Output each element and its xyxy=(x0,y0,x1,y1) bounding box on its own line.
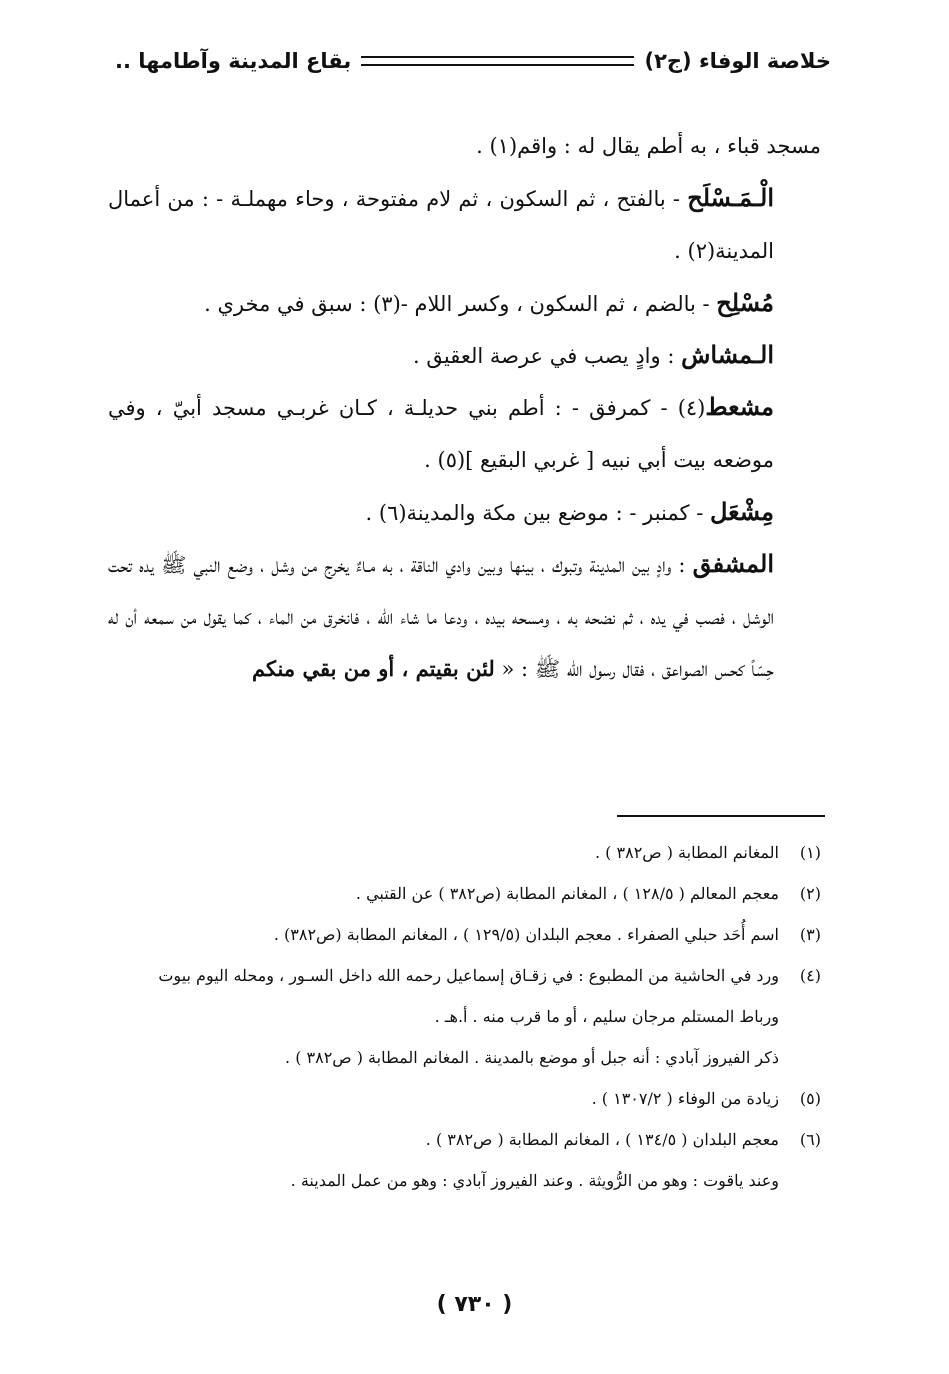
entry-headword: المشفق xyxy=(692,549,774,578)
footnote-text: زيادة من الوفاء ( ١٣٠٧/٢ ) . xyxy=(591,1089,779,1108)
footnote xyxy=(100,914,821,955)
footnote-number: (١) xyxy=(799,843,821,862)
entry-paragraph xyxy=(108,277,821,329)
footnote-text: معجم البلدان ( ١٣٤/٥ ) ، المغانم المطابة ( ص٣٨٢ ) . xyxy=(425,1130,779,1149)
footnote-number: (٤) xyxy=(799,966,821,985)
footnotes xyxy=(100,832,821,1201)
running-header xyxy=(115,46,831,76)
footnote-text: وعند ياقوت : وهو من الرُّويثة . وعند الفيروز آبادي : وهو من عمل المدينة . xyxy=(290,1171,779,1190)
footnote xyxy=(100,832,821,873)
footnote-text: المغانم المطابة ( ص٣٨٢ ) . xyxy=(595,843,779,862)
entry-paragraph xyxy=(108,329,821,381)
footnote-number: (٢) xyxy=(799,884,821,903)
footnote-separator xyxy=(617,815,825,817)
entry-headword: مِشْعَل xyxy=(709,497,774,526)
entry-headword: مشعط xyxy=(705,392,774,421)
footnote xyxy=(100,1119,821,1160)
entry-text: - كمنبر - : موضع بين مكة والمدينة(٦) . xyxy=(365,501,710,525)
footnote-text: ذكر الفيروز آبادي : أنه جبل أو موضع بالمدينة . المغانم المطابة ( ص٣٨٢ ) . xyxy=(285,1048,779,1067)
footnote-text: ورباط المستلم مرجان سليم ، أو ما قرب منه . أ.هـ . xyxy=(434,1007,779,1026)
footnote-number: (٦) xyxy=(799,1130,821,1149)
section-title: بقاع المدينة وآطامها .. xyxy=(115,49,352,73)
entry-headword: الْـمَـسْلَح xyxy=(687,183,774,212)
entry-text: - بالضم ، ثم السكون ، وكسر اللام -(٣) : سبق في مخري . xyxy=(204,292,717,316)
footnote-text: معجم المعالم ( ١٢٨/٥ ) ، المغانم المطابة (ص٣٨٢ ) عن القتبي . xyxy=(355,884,779,903)
entry-text: (٤) - كمرفق - : أطم بني حديلـة ، كـان غربـي مسجد أبيّ ، وفي موضعه بيت أبي نبيه [ غربي البقيع ](٥) . xyxy=(108,396,774,472)
page-number: ( ٧٣٠ ) xyxy=(436,1292,513,1317)
entry-paragraph xyxy=(108,486,821,538)
footnote-number: (٣) xyxy=(799,925,821,944)
footnote-continuation xyxy=(100,1037,821,1078)
footnote xyxy=(100,873,821,914)
footnote-continuation xyxy=(100,996,821,1037)
footnote-continuation xyxy=(100,1160,821,1201)
footnote-number: (٥) xyxy=(799,1089,821,1108)
entry-text: مسجد قباء ، به أطم يقال له : واقم(١) . xyxy=(476,134,821,158)
entry-text: - بالفتح ، ثم السكون ، ثم لام مفتوحة ، وحاء مهملـة - : من أعمال المدينة(٢) . xyxy=(108,187,774,263)
entry-headword: الـمشاش xyxy=(681,340,774,369)
book-title: خلاصة الوفاء (ج٢) xyxy=(644,49,831,73)
entry-paragraph xyxy=(108,172,821,277)
entry-text: : وادٍ بين المدينة وتبوك ، بينها وبين وادي الناقة ، به مـاءٌ يخرج من وشل ، وضع النبي ﷺ يده تحت الوشل ، فصب في يده ، ثم نضحه به ، ومسحه بيده ، ودعا ما شاء الله ، فانخرق من الماء ، كما يقول من سمعه أن له حِسّاً كحس الصواعق ، فقال رسول الله ﷺ : « xyxy=(108,553,774,681)
entry-paragraph xyxy=(108,381,821,486)
footnote xyxy=(100,955,821,996)
entry-paragraph xyxy=(108,120,821,172)
entry-headword: مُسْلِح xyxy=(716,288,774,317)
footnote-text: ورد في الحاشية من المطبوع : في زقـاق إسماعيل رحمه الله داخل السـور ، ومحله اليوم بيوت xyxy=(158,966,779,985)
footnote xyxy=(100,1078,821,1119)
footnote-text: اسم أُحَد حبلي الصفراء . معجم البلدان (١٢٩/٥ ) ، المغانم المطابة (ص٣٨٢) . xyxy=(273,925,779,944)
hadith-quote: لئن بقيتم ، أو من بقي منكم xyxy=(251,656,495,681)
entry-paragraph xyxy=(108,538,821,695)
entry-text: : وادٍ يصب في عرصة العقيق . xyxy=(413,344,682,368)
header-rule xyxy=(361,56,634,66)
main-text xyxy=(108,120,821,695)
